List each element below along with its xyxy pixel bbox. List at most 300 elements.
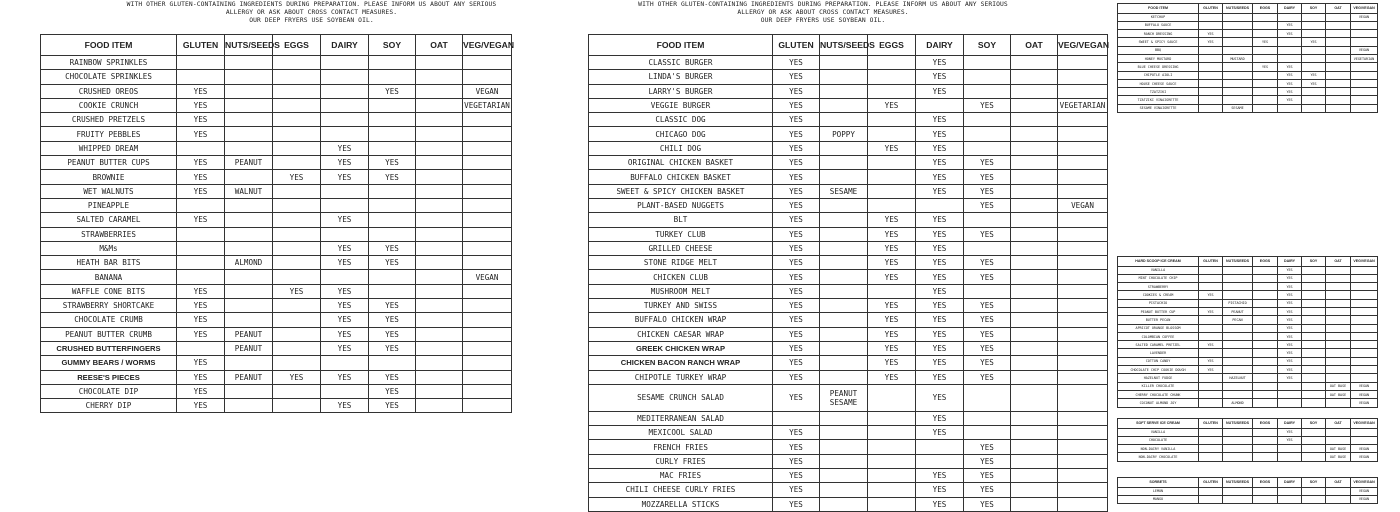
- allergen-cell: [1278, 399, 1302, 407]
- table-row: [1118, 299, 1378, 307]
- allergen-cell: [273, 341, 321, 355]
- allergen-cell: YES: [1278, 357, 1302, 365]
- allergen-cell: [820, 98, 868, 112]
- allergen-cell: [1011, 497, 1058, 511]
- column-header-soy: SOY: [1302, 4, 1326, 14]
- allergen-cell: [463, 399, 512, 413]
- allergen-cell: [1223, 71, 1253, 79]
- allergen-cell: [225, 213, 273, 227]
- allergen-cell: [916, 454, 964, 468]
- allergen-cell: [1253, 30, 1278, 38]
- allergen-cell: [1253, 366, 1278, 374]
- item-name-cell: CHILI CHEESE CURLY FRIES: [589, 483, 773, 497]
- allergen-cell: [1223, 96, 1253, 104]
- table-row: [1118, 487, 1378, 495]
- allergen-cell: [416, 70, 463, 84]
- allergen-cell: [1253, 299, 1278, 307]
- allergen-cell: [1278, 46, 1302, 54]
- allergen-cell: [820, 497, 868, 511]
- allergen-cell: [820, 299, 868, 313]
- item-name-cell: WAFFLE CONE BITS: [41, 284, 177, 298]
- allergen-cell: VEGAN: [463, 270, 512, 284]
- item-name-cell: BUFFALO CHICKEN WRAP: [589, 313, 773, 327]
- allergen-cell: [1199, 349, 1223, 357]
- allergen-cell: YES: [177, 356, 225, 370]
- item-name-cell: PISTACHIO: [1118, 299, 1199, 307]
- allergy-notice-left: [40, 1, 583, 25]
- allergen-cell: PEANUT: [1223, 307, 1253, 315]
- allergen-cell: [1302, 96, 1326, 104]
- allergen-cell: [1326, 96, 1351, 104]
- allergen-cell: [1302, 299, 1326, 307]
- allergen-cell: [868, 198, 916, 212]
- allergen-cell: [1302, 495, 1326, 503]
- allergen-cell: YES: [773, 356, 820, 370]
- item-name-cell: SESAME VINAIGRETTE: [1118, 104, 1199, 112]
- table-row: [589, 384, 1108, 411]
- notice-line: ALLERGY OR ASK ABOUT CROSS CONTACT MEASURES.: [737, 9, 909, 16]
- item-name-cell: MAC FRIES: [589, 469, 773, 483]
- allergen-cell: [1011, 198, 1058, 212]
- allergen-cell: [1223, 390, 1253, 398]
- allergen-cell: [1199, 71, 1223, 79]
- allergen-cell: [964, 84, 1011, 98]
- table-row: [41, 141, 512, 155]
- column-header-soy: SOY: [369, 35, 416, 56]
- column-header-veg-vegan: VEG/VEGAN: [1351, 478, 1378, 488]
- allergen-cell: [820, 341, 868, 355]
- allergen-cell: YES: [916, 127, 964, 141]
- allergen-cell: [273, 356, 321, 370]
- allergen-cell: YES: [773, 70, 820, 84]
- table-row: [1118, 54, 1378, 62]
- table-row: [589, 356, 1108, 370]
- item-name-cell: SESAME CRUNCH SALAD: [589, 384, 773, 411]
- allergen-cell: [273, 270, 321, 284]
- allergen-cell: OAT BASE: [1326, 382, 1351, 390]
- allergen-cell: [1302, 46, 1326, 54]
- table-row: [589, 440, 1108, 454]
- column-header-item: SORBETS: [1118, 478, 1199, 488]
- allergen-cell: YES: [868, 327, 916, 341]
- item-name-cell: REESE'S PIECES: [41, 370, 177, 384]
- allergen-cell: [321, 184, 369, 198]
- allergen-cell: [868, 426, 916, 440]
- allergen-cell: [1302, 453, 1326, 461]
- allergen-cell: YES: [916, 227, 964, 241]
- allergen-cell: [463, 384, 512, 398]
- allergen-cell: YES: [773, 213, 820, 227]
- allergen-cell: [416, 327, 463, 341]
- allergen-cell: YES: [916, 56, 964, 70]
- allergen-cell: [964, 426, 1011, 440]
- allergen-cell: YES: [1278, 274, 1302, 282]
- item-name-cell: COTTON CANDY: [1118, 357, 1199, 365]
- allergen-cell: [1223, 38, 1253, 46]
- allergen-cell: [820, 227, 868, 241]
- allergen-cell: YES: [1199, 307, 1223, 315]
- table-row: [41, 384, 512, 398]
- allergen-cell: [416, 198, 463, 212]
- allergen-cell: [1011, 70, 1058, 84]
- table-row: [1118, 382, 1378, 390]
- item-name-cell: BLT: [589, 213, 773, 227]
- allergen-cell: [820, 284, 868, 298]
- allergen-cell: [416, 213, 463, 227]
- sorbets-table: [1117, 477, 1378, 504]
- allergen-cell: [964, 241, 1011, 255]
- allergen-cell: [225, 227, 273, 241]
- allergen-cell: [321, 227, 369, 241]
- allergen-cell: [321, 56, 369, 70]
- item-name-cell: HEATH BAR BITS: [41, 256, 177, 270]
- allergen-cell: [1199, 104, 1223, 112]
- header-row: [1118, 257, 1378, 267]
- allergen-cell: YES: [1278, 21, 1302, 29]
- allergen-cell: YES: [1278, 349, 1302, 357]
- column-header-oat: OAT: [1326, 257, 1351, 267]
- allergen-cell: [1326, 374, 1351, 382]
- item-name-cell: CHOCOLATE: [1118, 436, 1199, 444]
- allergen-cell: [369, 227, 416, 241]
- allergen-cell: [273, 384, 321, 398]
- allergen-cell: [416, 299, 463, 313]
- item-name-cell: CHILI DOG: [589, 141, 773, 155]
- allergen-cell: [964, 113, 1011, 127]
- allergen-cell: YES: [916, 184, 964, 198]
- allergen-cell: YES: [1278, 88, 1302, 96]
- allergen-cell: PEANUT SESAME: [820, 384, 868, 411]
- allergen-cell: VEGAN: [463, 84, 512, 98]
- item-name-cell: GRILLED CHEESE: [589, 241, 773, 255]
- table-row: [589, 156, 1108, 170]
- allergy-notice-middle: [588, 1, 1058, 25]
- table-row: [1118, 88, 1378, 96]
- allergen-cell: [1011, 113, 1058, 127]
- allergen-cell: [1199, 399, 1223, 407]
- allergen-cell: [1058, 241, 1108, 255]
- allergen-cell: [820, 483, 868, 497]
- allergen-cell: YES: [177, 127, 225, 141]
- allergen-cell: [273, 156, 321, 170]
- allergen-cell: [1302, 374, 1326, 382]
- table-row: [589, 341, 1108, 355]
- item-name-cell: BROWNIE: [41, 170, 177, 184]
- allergen-cell: [463, 70, 512, 84]
- allergen-cell: [1253, 382, 1278, 390]
- allergen-cell: [225, 170, 273, 184]
- allergen-cell: PEANUT: [225, 156, 273, 170]
- allergen-cell: [1302, 324, 1326, 332]
- allergen-cell: [1223, 324, 1253, 332]
- allergen-cell: [369, 356, 416, 370]
- allergen-cell: YES: [273, 284, 321, 298]
- column-header-item: SOFT SERVE ICE CREAM: [1118, 419, 1199, 429]
- allergen-cell: [1302, 428, 1326, 436]
- allergen-cell: [225, 270, 273, 284]
- item-name-cell: LEMON: [1118, 487, 1199, 495]
- table-row: [589, 170, 1108, 184]
- item-name-cell: STRAWBERRY: [1118, 283, 1199, 291]
- allergen-cell: [1351, 38, 1378, 46]
- table-row: [41, 370, 512, 384]
- allergen-cell: YES: [1278, 332, 1302, 340]
- allergen-cell: [225, 384, 273, 398]
- allergen-cell: [177, 270, 225, 284]
- allergen-cell: [273, 227, 321, 241]
- column-header-oat: OAT: [1326, 478, 1351, 488]
- column-header-item: FOOD ITEM: [41, 35, 177, 56]
- allergen-cell: YES: [868, 213, 916, 227]
- table-row: [41, 227, 512, 241]
- allergen-cell: YES: [321, 299, 369, 313]
- allergen-cell: YES: [868, 141, 916, 155]
- allergen-cell: [273, 70, 321, 84]
- table-row: [589, 284, 1108, 298]
- allergen-cell: [273, 213, 321, 227]
- allergen-cell: [1253, 316, 1278, 324]
- allergen-cell: YES: [177, 313, 225, 327]
- header-row: [41, 35, 512, 56]
- allergen-cell: [225, 127, 273, 141]
- allergen-cell: ALMOND: [1223, 399, 1253, 407]
- item-name-cell: TURKEY AND SWISS: [589, 299, 773, 313]
- allergen-cell: [1199, 299, 1223, 307]
- item-name-cell: VEGGIE BURGER: [589, 98, 773, 112]
- allergen-cell: [1351, 307, 1378, 315]
- allergen-cell: YES: [868, 356, 916, 370]
- allergen-cell: YES: [773, 198, 820, 212]
- allergen-cell: [1199, 88, 1223, 96]
- table-row: [1118, 436, 1378, 444]
- allergen-cell: [1058, 84, 1108, 98]
- allergen-cell: YES: [916, 70, 964, 84]
- allergen-cell: [1223, 30, 1253, 38]
- allergen-cell: [1302, 366, 1326, 374]
- allergen-cell: [1351, 436, 1378, 444]
- allergen-cell: YES: [1302, 38, 1326, 46]
- allergen-cell: YES: [916, 241, 964, 255]
- column-header-gluten: GLUTEN: [1199, 257, 1223, 267]
- allergen-cell: [868, 411, 916, 425]
- allergen-cell: [463, 198, 512, 212]
- allergen-cell: [177, 56, 225, 70]
- allergen-cell: [416, 113, 463, 127]
- allergen-cell: YES: [321, 141, 369, 155]
- item-name-cell: CHIPOTLE TURKEY WRAP: [589, 370, 773, 384]
- item-name-cell: HOUSE CHEESE SAUCE: [1118, 79, 1199, 87]
- allergen-cell: YES: [964, 483, 1011, 497]
- allergen-cell: [416, 384, 463, 398]
- allergen-cell: [1326, 495, 1351, 503]
- allergen-cell: [1351, 349, 1378, 357]
- allergen-cell: YES: [868, 370, 916, 384]
- column-header-item: HARD SCOOP ICE CREAM: [1118, 257, 1199, 267]
- allergen-cell: YES: [773, 184, 820, 198]
- allergen-cell: [1058, 170, 1108, 184]
- allergen-cell: YES: [916, 170, 964, 184]
- item-name-cell: SALTED CARAMEL PRETZEL: [1118, 341, 1199, 349]
- allergen-cell: [1253, 291, 1278, 299]
- allergen-cell: [1326, 307, 1351, 315]
- allergen-cell: YES: [964, 270, 1011, 284]
- table-row: [41, 327, 512, 341]
- allergen-cell: [1302, 291, 1326, 299]
- allergen-cell: [1302, 487, 1326, 495]
- allergen-cell: [1326, 71, 1351, 79]
- allergen-cell: [1058, 70, 1108, 84]
- allergen-cell: [1011, 356, 1058, 370]
- allergen-cell: [321, 127, 369, 141]
- allergen-cell: [1302, 436, 1326, 444]
- allergen-cell: YES: [1278, 299, 1302, 307]
- allergen-cell: [1278, 13, 1302, 21]
- item-name-cell: CLASSIC BURGER: [589, 56, 773, 70]
- table-row: [41, 98, 512, 112]
- allergen-cell: [1011, 411, 1058, 425]
- allergen-cell: [1011, 227, 1058, 241]
- allergen-cell: [820, 213, 868, 227]
- allergen-cell: [868, 184, 916, 198]
- allergen-cell: VEGAN: [1351, 445, 1378, 453]
- allergen-cell: [1351, 428, 1378, 436]
- allergen-cell: [1326, 54, 1351, 62]
- column-header-eggs: EGGS: [868, 35, 916, 56]
- table-row: [1118, 291, 1378, 299]
- allergen-cell: YES: [868, 299, 916, 313]
- allergen-cell: YES: [868, 256, 916, 270]
- allergen-cell: YES: [177, 184, 225, 198]
- item-name-cell: COLOMBIAN COFFEE: [1118, 332, 1199, 340]
- allergen-cell: [1302, 316, 1326, 324]
- allergen-cell: [1223, 13, 1253, 21]
- allergen-cell: YES: [1199, 366, 1223, 374]
- allergen-cell: [321, 198, 369, 212]
- allergen-cell: YES: [773, 284, 820, 298]
- allergen-cell: [1199, 266, 1223, 274]
- column-header-nuts-seeds: NUTS/SEEDS: [1223, 4, 1253, 14]
- allergen-cell: YES: [369, 341, 416, 355]
- allergen-cell: YES: [964, 227, 1011, 241]
- allergen-cell: [1058, 384, 1108, 411]
- table-row: [41, 113, 512, 127]
- allergen-cell: [820, 256, 868, 270]
- allergen-cell: PEANUT: [225, 341, 273, 355]
- notice-line: WITH OTHER GLUTEN-CONTAINING INGREDIENTS DURING PREPARATION. PLEASE INFORM US ABOUT ANY SERIOUS: [126, 1, 497, 8]
- allergen-cell: [463, 156, 512, 170]
- item-name-cell: MANGO: [1118, 495, 1199, 503]
- allergen-cell: [868, 454, 916, 468]
- allergen-cell: [1253, 266, 1278, 274]
- allergen-cell: YES: [773, 299, 820, 313]
- item-name-cell: MUSHROOM MELT: [589, 284, 773, 298]
- column-header-eggs: EGGS: [1253, 257, 1278, 267]
- table-row: [1118, 366, 1378, 374]
- table-row: [589, 84, 1108, 98]
- allergen-cell: [416, 399, 463, 413]
- allergen-cell: [1253, 88, 1278, 96]
- allergen-cell: [273, 113, 321, 127]
- allergen-cell: [416, 256, 463, 270]
- allergen-cell: [1326, 291, 1351, 299]
- item-name-cell: PEANUT BUTTER CUPS: [41, 156, 177, 170]
- item-name-cell: PEANUT BUTTER CRUMB: [41, 327, 177, 341]
- allergen-cell: [225, 56, 273, 70]
- table-row: [1118, 374, 1378, 382]
- allergen-cell: YES: [321, 241, 369, 255]
- column-header-soy: SOY: [1302, 419, 1326, 429]
- allergen-cell: [416, 127, 463, 141]
- item-name-cell: COCONUT ALMOND JOY: [1118, 399, 1199, 407]
- allergen-cell: [1326, 104, 1351, 112]
- table-row: [1118, 266, 1378, 274]
- allergen-cell: [1223, 274, 1253, 282]
- allergen-cell: [1253, 71, 1278, 79]
- table-row: [589, 483, 1108, 497]
- allergen-cell: YES: [916, 483, 964, 497]
- allergen-cell: [820, 156, 868, 170]
- allergen-cell: [416, 241, 463, 255]
- allergen-cell: YES: [1199, 357, 1223, 365]
- allergen-cell: [1011, 284, 1058, 298]
- allergen-cell: [1011, 98, 1058, 112]
- table-row: [1118, 46, 1378, 54]
- allergen-cell: [1253, 332, 1278, 340]
- allergen-cell: YES: [964, 454, 1011, 468]
- allergen-cell: [1199, 63, 1223, 71]
- item-name-cell: NON-DAIRY CHOCOLATE: [1118, 453, 1199, 461]
- allergen-cell: YES: [964, 299, 1011, 313]
- column-header-gluten: GLUTEN: [773, 35, 820, 56]
- table-row: [589, 70, 1108, 84]
- table-row: [41, 213, 512, 227]
- allergen-cell: [463, 56, 512, 70]
- table-row: [1118, 390, 1378, 398]
- allergen-cell: YES: [1199, 291, 1223, 299]
- allergen-cell: YES: [369, 313, 416, 327]
- allergen-cell: [1302, 274, 1326, 282]
- allergen-cell: YES: [177, 370, 225, 384]
- allergen-cell: [916, 198, 964, 212]
- allergen-cell: VEGAN: [1351, 390, 1378, 398]
- allergen-cell: YES: [773, 426, 820, 440]
- table-row: [1118, 274, 1378, 282]
- item-name-cell: TZATZIKI: [1118, 88, 1199, 96]
- column-header-item: FOOD ITEM: [1118, 4, 1199, 14]
- column-header-item: FOOD ITEM: [589, 35, 773, 56]
- allergen-cell: [273, 141, 321, 155]
- allergen-cell: [225, 299, 273, 313]
- item-name-cell: CHICAGO DOG: [589, 127, 773, 141]
- allergen-cell: ALMOND: [225, 256, 273, 270]
- allergen-cell: [1199, 316, 1223, 324]
- table-row: [41, 299, 512, 313]
- allergen-cell: YES: [773, 256, 820, 270]
- allergen-cell: [1223, 382, 1253, 390]
- allergen-cell: [369, 113, 416, 127]
- allergen-cell: [1302, 349, 1326, 357]
- allergen-cell: YES: [321, 256, 369, 270]
- allergen-cell: [1058, 356, 1108, 370]
- allergen-cell: [1351, 316, 1378, 324]
- item-name-cell: TZATZIKI VINAIGRETTE: [1118, 96, 1199, 104]
- column-header-oat: OAT: [1326, 4, 1351, 14]
- allergen-cell: [1011, 426, 1058, 440]
- item-name-cell: KETCHUP: [1118, 13, 1199, 21]
- allergen-cell: YES: [273, 370, 321, 384]
- item-name-cell: BLUE CHEESE DRESSING: [1118, 63, 1199, 71]
- allergen-cell: [1011, 483, 1058, 497]
